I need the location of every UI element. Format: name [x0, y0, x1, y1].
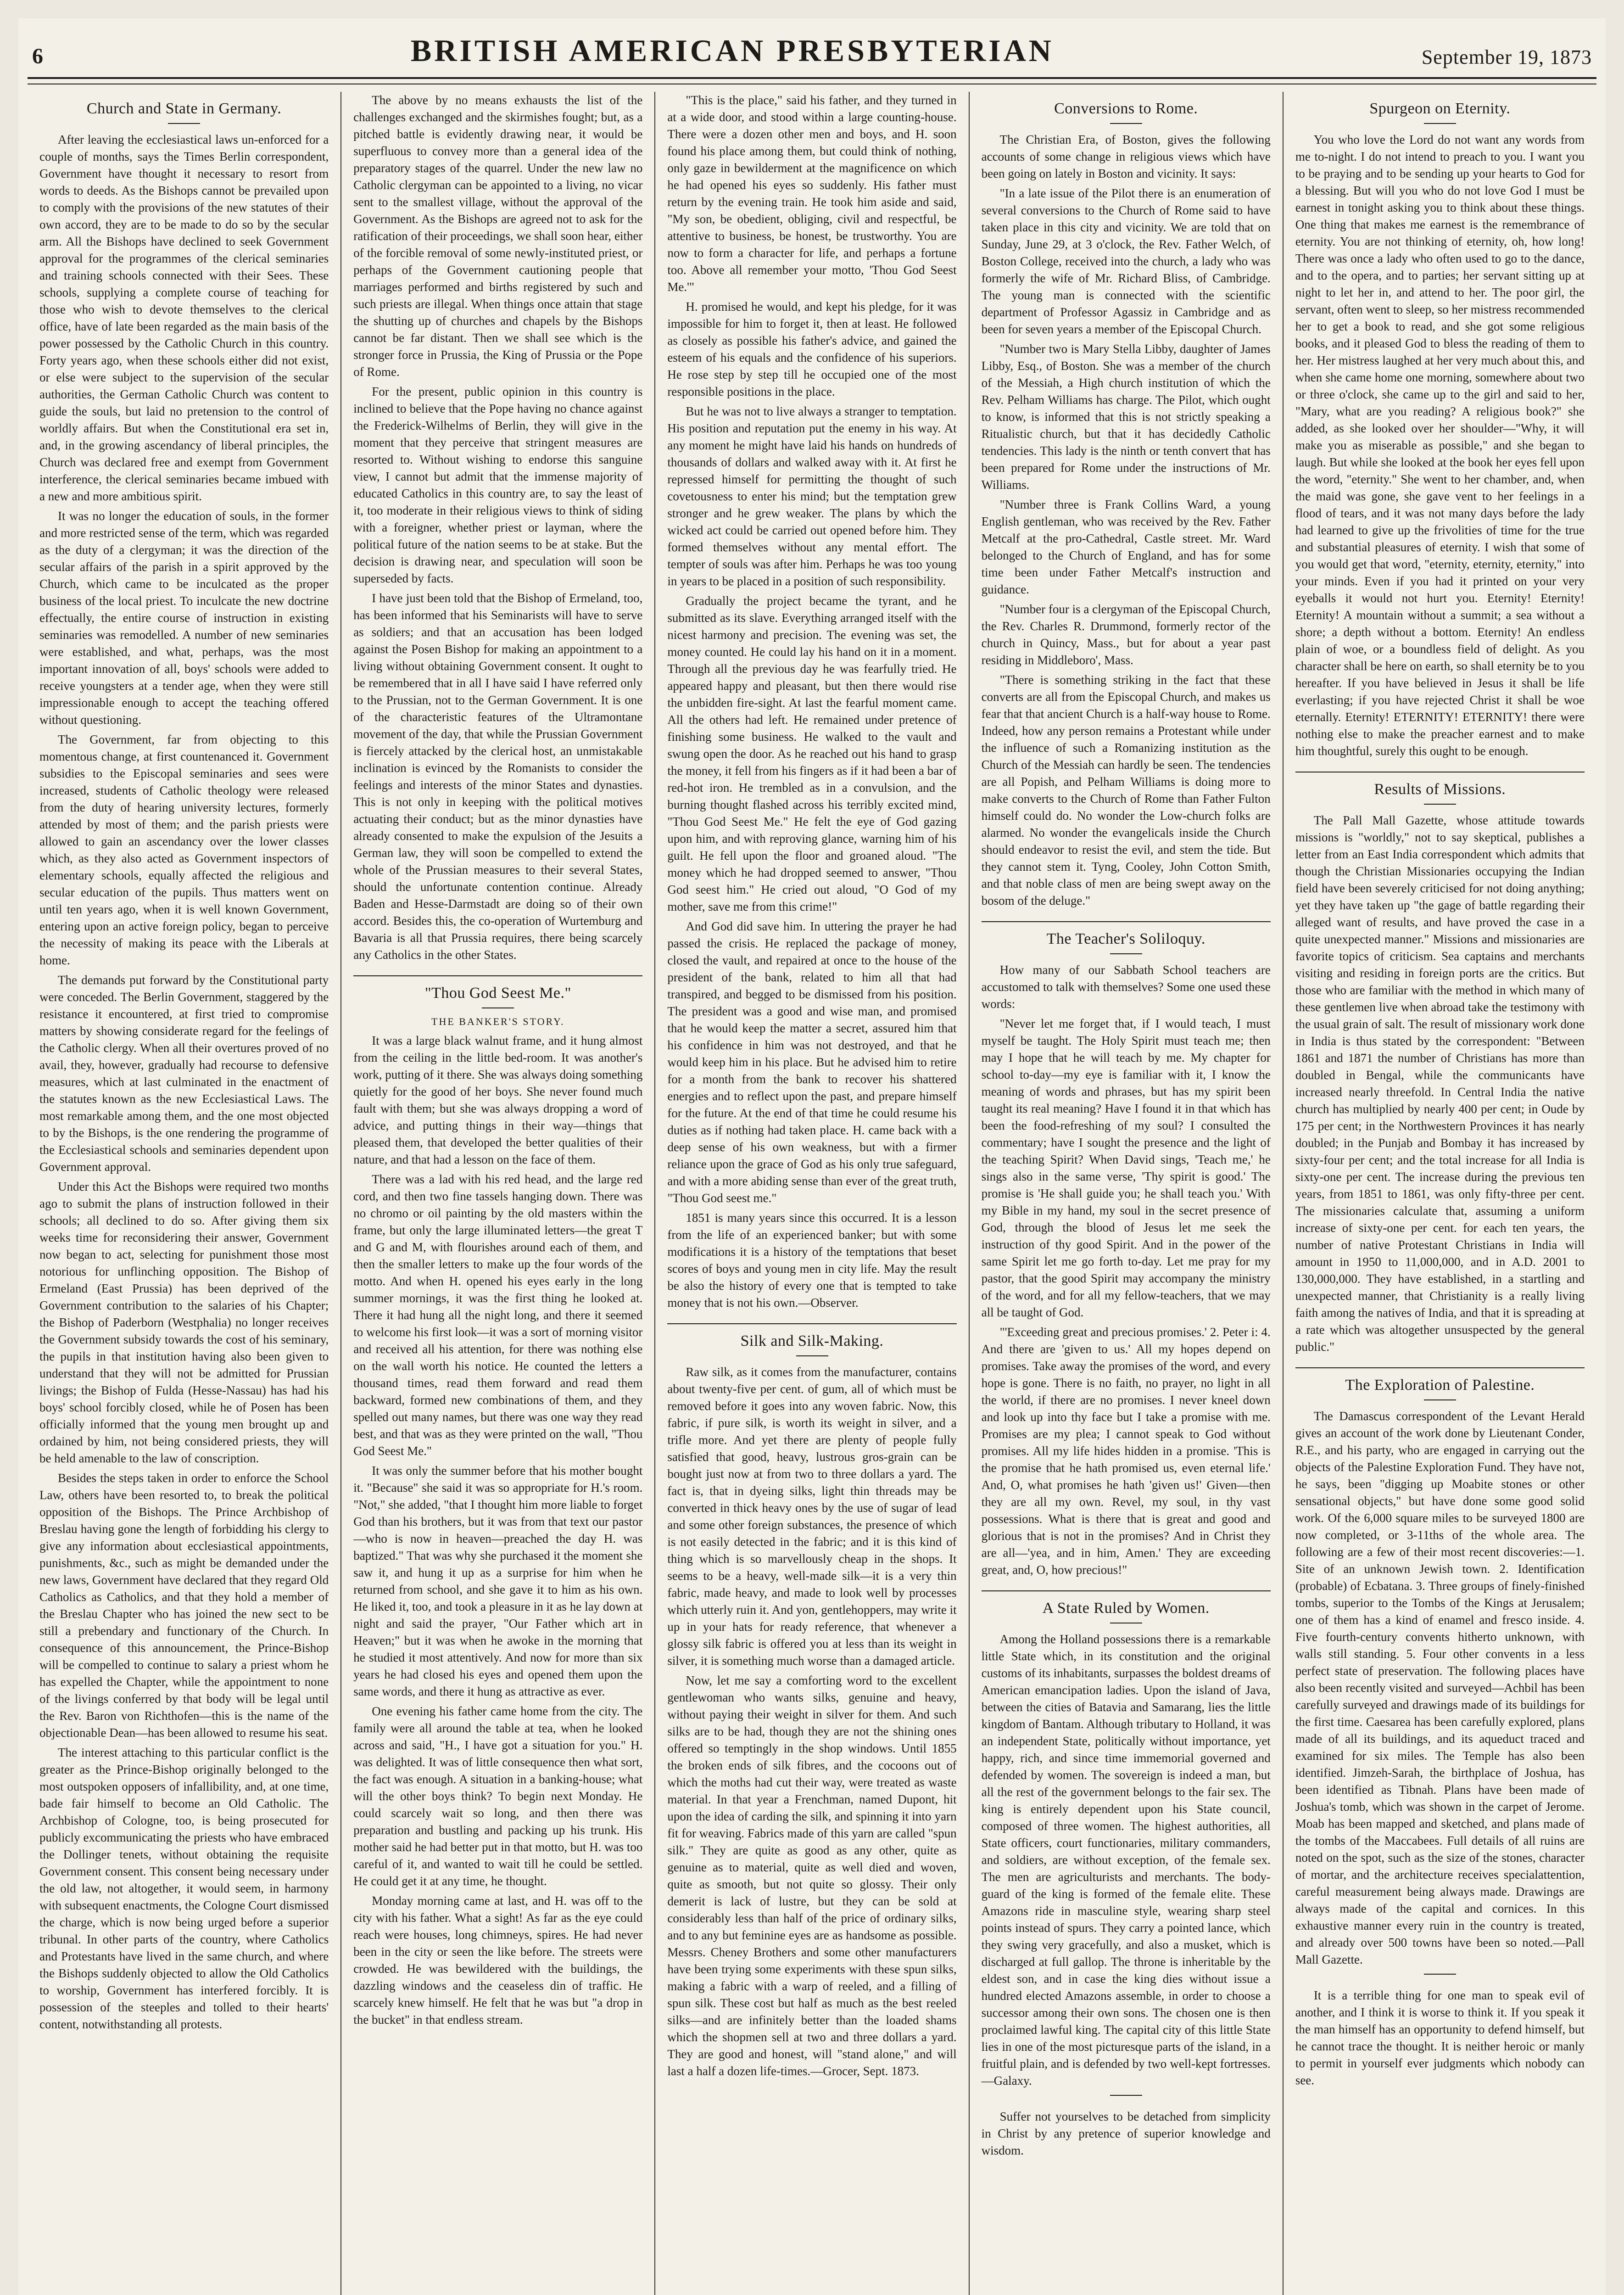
column-rule — [982, 1590, 1271, 1591]
article-paragraph: It was no longer the education of souls, in the former and more restricted sense of the term, which was regarded as the duty of a clergyman; it was the direction of the secular affairs of the parish in a spirit approved by the Church, which came to be inculcated as the proper business of the local priest. To inculcate the new doctrine effectually, the entire course of instruction in existing seminaries was remodelled. A number of new seminaries were established, and what, perhaps, was the most important innovation of all, boys' schools were added to receive youngsters at a tender age, when they were still impressionable enough to accept the teaching offered without questioning. — [39, 509, 329, 727]
article-paragraph: H. promised he would, and kept his pledge, for it was impossible for him to forget it, then at least. He followed as closely as possible his father's advice, and gained the esteem of his equals and the confidence of his superiors. He rose step by step till he occupied one of the most responsible positions in the place. — [667, 300, 957, 398]
column-rule — [667, 1323, 956, 1324]
article-paragraph: You who love the Lord do not want any words from me to-night. I do not intend to preach to you. I want you to be praying and to be sending up your hearts to God for a blessing. But will you who do not love God I must be earnest in tonight asking you to think about these things. One thing that makes me earnest is the remembrance of eternity. You are not thinking of eternity, oh, how long! There was once a lady who often used to go to the dance, and to the opera, and to parties; her servant sitting up at night to let her in, and attend to her. The poor girl, the servant, often went to sleep, so her mistress recommended her to get a book to read, and she got some religious books, and it pleased God to bless the reading of them to her. Her mistress laughed at her very much about this, and when she came home one morning, somewhere about two or three o'clock, she came up to the girl and said to her, "Mary, what are you reading? A religious book?" she added, as she looked over her shoulder—"Why, it will make you as miserable as possible," and she began to laugh. But while she looked at the book her eyes fell upon the word, "eternity." She went to her chamber, and, when the maid was gone, she gave vent to her feelings in a flood of tears, and it was not many days before the lady had learned to give up the frivolities of time for the true and substantial pleasures of eternity. I wish that some of you would get that word, "eternity, eternity, eternity," into your minds. Even if you had it printed on your very eyeballs it would not hurt you. Eternity! Eternity! Eternity! A mountain without a summit; a sea without a shore; a depth without a bottom. Eternity! An endless plain of woe, or a boundless field of delight. As you character shall be here on earth, so shall eternity be to you hereafter. If you have believed in Jesus it shall be life everlasting; if you have rejected Christ it shall be woe eternally. Eternity! ETERNITY! ETERNITY! there were nothing else to make the preacher earnest and to make him thoughtful, surely this ought to be enough. — [1295, 133, 1585, 758]
heading-dash — [1110, 123, 1142, 124]
closing-note: It is a terrible thing for one man to speak evil of another, and I think it is worse to think it. If you speak it the man himself has an opportunity to defend himself, but he cannot trace the thought. It is neither heroic or manly to permit in yourself ever judgments which nobody can see. — [1295, 1988, 1585, 2087]
column-1 — [28, 92, 341, 2295]
article-paragraph: "Never let me forget that, if I would teach, I must myself be taught. The Holy Spirit must teach me; then may I hope that he will teach by me. My chapter for school to-day—my eye is familiar with it, I know the meaning of words and phrases, but has my spirit been taught its real meaning? Have I found it in that which has been the food-refreshing of my soul? I consulted the commentary; have I sought the presence and the light of the teaching Spirit? When David sings, 'Teach me,' he sings also in the same verse, 'Thy spirit is good.' The promise is 'He shall guide you; he shall teach you.' With my Bible in my hand, my soul in the secret presence of God, through the blood of Jesus let me seek the instruction of thy good Spirit. And in the power of the same Spirit let me go forth to-day. Let me pray for my pastor, that the good Spirit may accompany the ministry of the word, and for all my fellow-teachers, that we may all be taught of God. — [981, 1017, 1271, 1319]
masthead-rule — [28, 77, 1596, 84]
article-paragraph: "Number three is Frank Collins Ward, a young English gentleman, who was received by the Rev. Father Metcalf at the pro-Cathedral, Castle street. Mr. Ward belonged to the Church of England, and has for some time been under Father Metcalf's instruction and guidance. — [981, 498, 1271, 596]
article-paragraph: After leaving the ecclesiastical laws un-enforced for a couple of months, says the Times Berlin correspondent, Government have thought it necessary to resort from words to deeds. As the Bishops cannot be prevailed upon to comply with the provisions of the new statutes of their own accord, they are to be made to do so by the secular arm. All the Bishops have declined to seek Government approval for the programmes of the clerical seminaries and training schools connected with their Sees. These schools, supplying a complete course of teaching for those who wish to devote themselves to the clerical office, have of late been regarded as the main basis of the power possessed by the Catholic Church in this country. Forty years ago, when these schools either did not exist, or else were subject to the supervision of the secular authorities, the German Catholic Church was content to guide the souls, but laid no pretension to the control of worldly affairs. But when the Constitutional era set in, and, in the growing ascendancy of liberal principles, the Church was declared free and exempt from Government interference, the clerical seminaries became imbued with a new and more ambitious spirit. — [39, 133, 329, 503]
article-heading: Church and State in Germany. — [86, 100, 282, 117]
section-dash — [1424, 1974, 1456, 1975]
article-heading: Conversions to Rome. — [1054, 100, 1198, 117]
article-heading: The Teacher's Soliloquy. — [1046, 930, 1205, 947]
article-heading: Results of Missions. — [1374, 781, 1506, 798]
column-4 — [970, 92, 1284, 2295]
article-paragraph: It was only the summer before that his mother bought it. "Because" she said it was so appropriate for H.'s room. "Not," she added, "that I thought him more liable to forget God than his brothers, but it was from that text our pastor—who is now in heaven—preached the day H. was baptized." That was why she purchased it the moment she saw it, and hung it up as a surprise for him when he returned from school, and she gave it to him as his own. He liked it, too, and took a pleasure in it as he lay down at night and said the prayer, "Our Father which art in Heaven;" but it was when he awoke in the morning that he studied it most attentively. And now for more than six years he had closed his eyes and opened them upon the same words, and there it hung as attractive as ever. — [353, 1464, 643, 1698]
heading-dash — [796, 1355, 828, 1356]
article-paragraph: "There is something striking in the fact that these converts are all from the Episcopal Church, and makes us fear that that ancient Church is a half-way house to Rome. Indeed, how any person remains a Protestant while under the influence of such a Romanizing institution as the Church of the Messiah can hardly be seen. The tendencies are all Popish, and Pelham Williams is doing more to make converts to the Church of Rome than Father Fulton himself could do. No wonder the Low-church folks are alarmed. No wonder the evangelicals inside the Church should endeavor to resist the evil, and stem the tide. But they cannot stem it. Tyng, Cooley, John Cotton Smith, and that noble class of men are being swept away on the bosom of the deluge." — [981, 673, 1271, 907]
article-paragraph: Under this Act the Bishops were required two months ago to submit the plans of instruction followed in their schools; all declined to do so. After giving them six weeks time for reconsidering their answer, Government now began to act, selecting for punishment those most notorious for unflinching opposition. The Bishop of Ermeland (East Prussia) has been deprived of the Government contribution to the salaries of his Chapter; the Bishop of Paderborn (Westphalia) no longer receives the Government subsidy towards the cost of his seminary, the pupils in that institution having also been given to understand that they will not be admitted for Prussian livings; the Bishop of Fulda (Hesse-Nassau) has had his boys' school forcibly closed, while he of Posen has been officially informed that the young men brought up and ordained by him, not being considered priests, they will be held amenable to the law of conscription. — [39, 1180, 329, 1465]
article-paragraph: There was a lad with his red head, and the large red cord, and then two fine tassels hanging down. There was no chromo or oil painting by the old masters within the frame, but only the large illuminated letters—the great T and G and M, with flourishes around each of them, and then the smaller letters to make up the four words of the motto. And when H. opened his eyes early in the long summer mornings, it was the first thing he looked at. There it had hung all the night long, and there it seemed to welcome his first look—it was a sort of morning visitor and received all his attention, for there was nothing else on the wall worth his notice. He counted the letters a thousand times, read them forward and read them backward, formed new combinations of them, and they spelled out many names, but there was one way they read best, and that was as they were printed on the wall, "Thou God Seest Me." — [353, 1172, 643, 1458]
article-paragraph: 1851 is many years since this occurred. It is a lesson from the life of an experienced banker; but with some modifications it is a history of the temptations that beset scores of boys and young men in city life. May the result be also the history of every one that is tempted to take money that is not his own.—Observer. — [667, 1211, 957, 1310]
article-paragraph: And God did save him. In uttering the prayer he had passed the crisis. He replaced the package of money, closed the vault, and repaired at once to the house of the president of the bank, related to him all that had transpired, and begged to be dismissed from his position. The president was a good and wise man, and promised that he would keep the matter a secret, assured him that his confidence in him was not destroyed, and that he would keep him in his place. But he advised him to retire for a month from the bank to recover his shattered energies and to reflect upon the past, and prepare himself for the future. At the end of that time he could resume his duties as if nothing had taken place. H. came back with a deep sense of his own weakness, but with a firmer reliance upon the grace of God as his only true safeguard, and with a more abiding sense than ever of the great truth, "Thou God seest me." — [667, 919, 957, 1205]
issue-date: September 19, 1873 — [1421, 46, 1592, 68]
newspaper-page — [18, 18, 1606, 2295]
article-paragraph: Besides the steps taken in order to enforce the School Law, others have been resorted to, to break the political opposition of the Bishops. The Prince Archbishop of Breslau having gone the length of forbidding his clergy to give any information about ecclesiastical appointments, punishments, &c., such as might be demanded under the new laws, Government have declared that they regard Old Catholics as Catholics, and that they hold a member of the Breslau Chapter who has joined the new sect to be still a prebendary and functionary of the Church. In consequence of this announcement, the Prince-Bishop will be compelled to continue to salary a priest whom he has expelled the Chapter, while the appointment to none of the livings conferred by that body will be legal until the Rev. Baron von Richthofen—this is the name of the objectionable Dean—has been allowed to resume his seat. — [39, 1471, 329, 1740]
article-paragraph: How many of our Sabbath School teachers are accustomed to talk with themselves? Some one used these words: — [981, 963, 1271, 1011]
article-paragraph: Now, let me say a comforting word to the excellent gentlewoman who wants silks, genuine and heavy, without paying their weight in silver for them. And such silks are to be had, though they are not the shining ones offered so temptingly in the shop windows. Until 1855 the broken ends of silk fibres, and the cocoons out of which the moths had cut their way, were treated as waste material. In that year a Frenchman, named Dupont, hit upon the idea of carding the silk, and spinning it into yarn fit for weaving. Fabrics made of this yarn are called "spun silk." They are quite as good as any other, quite as genuine as to material, quite as well died and woven, quite as smooth, but not quite so glossy. Their only demerit is lack of lustre, but they can be sold at considerably less than half of the price of ordinary silks, and to any but feminine eyes are as handsome as possible. Messrs. Cheney Brothers and some other manufacturers have been trying some experiments with these spun silks, making a fabric with a warp of reeled, and a filling of spun silk. These cost but half as much as the best reeled silks—and are infinitely better than the loaded shams which the shopmen sell at two and three dollars a yard. They are good and honest, will "stand alone," and will last a half a dozen life-times.—Grocer, Sept. 1873. — [667, 1674, 957, 2078]
article-paragraph: "This is the place," said his father, and they turned in at a wide door, and stood within a large counting-house. There were a dozen other men and boys, and H. soon found his place among them, but could think of nothing, only gaze in bewilderment at the magnificence on which he had opened his eyes so suddenly. His father must return by the evening train. He took him aside and said, "My son, be obedient, obliging, civil and respectful, be attentive to business, be honest, be trustworthy. You are now to form a character for life, and perhaps a fortune too. Above all remember your motto, 'Thou God Seest Me.'" — [667, 93, 957, 294]
article-paragraph: Monday morning came at last, and H. was off to the city with his father. What a sight! As far as the eye could reach were houses, long chimneys, spires. He had never been in the city or seen the like before. The streets were crowded. He was bewildered with the buildings, the dazzling windows and the ceaseless din of traffic. He scarcely knew himself. He felt that he was but "a drop in the bucket" in that endless stream. — [353, 1894, 643, 2026]
columns — [28, 92, 1596, 2295]
column-rule — [353, 975, 642, 976]
article-heading: Silk and Silk-Making. — [740, 1332, 884, 1349]
article-paragraph: The demands put forward by the Constitutional party were conceded. The Berlin Government, staggered by the resistance it encountered, at first tried to compromise matters by showing considerate regard for the feelings of the Catholic clergy. When all their overtures proved of no avail, they, however, gradually had recourse to defensive measures, which at last culminated in the enactment of the statutes known as the new Ecclesiastical Laws. The most remarkable among them, and the one most objected to by the Bishops, is the one rendering the programme of the Ecclesiastical schools and seminaries dependent upon Government approval. — [39, 973, 329, 1174]
article-paragraph: The Damascus correspondent of the Levant Herald gives an account of the work done by Lieutenant Conder, R.E., and his party, who are engaged in carrying out the objects of the Palestine Exploration Fund. They have not, he says, been "digging up Moabite stones or other sensational objects," but have done some good solid work. Of the 6,000 square miles to be surveyed 1800 are now completed, or 3-11ths of the whole area. The following are a few of their most recent discoveries:—1. Site of an unknown Jewish town. 2. Identification (probable) of Ecbatana. 3. Three groups of finely-finished tombs, superior to the Tombs of the Kings at Jerusalem; one of them has a kind of enamel and fresco inside. 4. Five fourth-century convents hitherto unknown, with walls still standing. 5. Four other convents in a less perfect state of preservation. The following places have also been recently visited and surveyed—Achbil has been carefully surveyed and drawings made of its buildings for the first time. Caesarea has been carefully explored, plans made of all its buildings, and its aqueduct traced and examined for six miles. The Temple has also been identified. Jimzeh-Sarah, the birthplace of Joshua, has been identified as Tibnah. Plans have been made of Joshua's tomb, which was shown in the carpet of Jerome. Moab has been mapped and sketched, and plans made of the tombs of the Maccabees. Full details of all ruins are noted on the spot, such as the size of the stones, character of mortar, and the architecture receives specialattention, careful measurement being always made. Drawings are always made of the capital and cornices. In this exhaustive manner every ruin in the country is treated, and already over 500 towns have been so noted.—Pall Mall Gazette. — [1295, 1409, 1585, 1966]
article-paragraph: "In a late issue of the Pilot there is an enumeration of several conversions to the Church of Rome said to have taken place in this city and vicinity. We are told that on Sunday, June 29, at 3 o'clock, the Rev. Father Welch, of Boston College, received into the church, a lady who was formerly the wife of Mr. Richard Bliss, of Cambridge. The young man is connected with the scientific department of Professor Agassiz in Cambridge and as been for seven years a member of the Episcopal Church. — [981, 186, 1271, 336]
column-rule — [982, 921, 1271, 922]
newspaper-title: BRITISH AMERICAN PRESBYTERIAN — [410, 33, 1054, 68]
column-3 — [655, 92, 969, 2295]
column-rule — [1295, 1367, 1585, 1368]
masthead — [18, 18, 1606, 73]
article-paragraph: Among the Holland possessions there is a remarkable little State which, in its constitution and the original customs of its inhabitants, surpasses the boldest dreams of American emancipation ladies. Upon the island of Java, between the cities of Batavia and Samarang, lies the little kingdom of Bantam. Although tributary to Holland, it was an independent State, politically without importance, yet happy, rich, and since time immemorial governed and defended by women. The sovereign is indeed a man, but all the rest of the government belongs to the fair sex. The king is entirely dependent upon his State council, composed of three women. The highest authorities, all State officers, court functionaries, military commanders, and soldiers, are without exception, of the female sex. The men are agriculturists and merchants. The body-guard of the king is formed of the female elite. These Amazons ride in masculine style, wearing sharp steel points instead of spurs. They carry a pointed lance, which they swing very gracefully, and also a musket, which is discharged at full gallop. The throne is inheritable by the eldest son, and in case the king dies without issue a hundred elected Amazons assemble, in order to choose a successor among their own sons. The chosen one is then proclaimed lawful king. The capital city of this little State lies in one of the most picturesque parts of the island, in a fruitful plain, and is defended by two well-kept fortresses.—Galaxy. — [981, 1632, 1271, 2088]
article-paragraph: The above by no means exhausts the list of the challenges exchanged and the skirmishes fought; but, as a pitched battle is evidently drawing near, it would be superfluous to convey more than a general idea of the preparatory stages of the quarrel. Under the new law no Catholic clergyman can be appointed to a living, no vicar sent to the smallest village, without the approval of the Government. As the Bishops are agreed not to ask for the ratification of their proceedings, we shall soon hear, either of the forcible removal of some newly-instituted priest, or perhaps of the Government cautioning people that marriages performed and births registered by such and such priests are illegal. When things once attain that stage the shutting up of churches and chapels by the Bishops cannot be far distant. Then we shall see which is the stronger force in Prussia, the King of Prussia or the Pope of Rome. — [353, 93, 643, 379]
column-5 — [1284, 92, 1596, 2295]
heading-dash — [1424, 123, 1456, 124]
article-heading: The Exploration of Palestine. — [1345, 1377, 1535, 1394]
article-paragraph: It was a large black walnut frame, and it hung almost from the ceiling in the little bed-room. It was another's work, putting of it there. She was always doing something quietly for the good of her boys. She never found much fault with them; but she was always dropping a word of advice, and putting things in their way—things that pleased them, that developed the better qualities of their nature, and that had a lesson on the face of them. — [353, 1034, 643, 1166]
article-heading: "Thou God Seest Me." — [424, 985, 571, 1002]
page-number: 6 — [32, 44, 43, 68]
heading-dash — [1424, 1399, 1456, 1400]
article-paragraph: I have just been told that the Bishop of Ermeland, too, has been informed that his Seminarists will have to serve as soldiers; and that an accusation has been lodged against the Posen Bishop for making an appointment to a living without obtaining Government consent. It ought to be remembered that in all I have said I have referred only to the Prussian, not to the German Government. It is one of the characteristic features of the Ultramontane movement of the day, that while the Prussian Government is fiercely attacked by the clerical host, an unmistakable inclination is evinced by the Romanists to consider the feelings and interests of the minor States and dynasties. This is not only in keeping with the political motives actuating their conduct; but as the minor dynasties have already consented to make the expulsion of the Jesuits a German law, they will soon be compelled to extend the whole of the Prussian measures to their several States, should the unfortunate contention continue. Already Baden and Hesse-Darmstadt are doing so of their own accord. Besides this, the co-operation of Wurtemburg and Bavaria is all that Prussia requires, there being scarcely any Catholics in the other States. — [353, 591, 643, 962]
article-paragraph: The interest attaching to this particular conflict is the greater as the Prince-Bishop originally belonged to the most outspoken opposers of infallibility, and, at one time, bade fair himself to become an Old Catholic. The Archbishop of Cologne, too, is being prosecuted for publicly excommunicating the priests who have embraced the Dollinger tenets, without obtaining the requisite Government consent. This consent being necessary under the old law, not altogether, it would seem, in harmony with subsequent enactments, the Cologne Court dismissed the charge, which is now being urged before a superior tribunal. In other parts of the country, where Catholics and Protestants have lived in the same church, and where the Bishops suddenly objected to allow the Old Catholics to worship, Government has interfered forcibly. It is possession of the steeples and tolled to their hearts' content, notwithstanding all protests. — [39, 1746, 329, 2031]
article-paragraph: Gradually the project became the tyrant, and he submitted as its slave. Everything arranged itself with the nicest harmony and precision. The evening was set, the money counted. He could lay his hand on it in a moment. Through all the previous day he was fearfully tried. He appeared happy and pleasant, but then there would rise the unbidden fire-sight. At last the fearful moment came. All the others had left. He remained under pretence of finishing some business. He walked to the vault and swung open the door. As he reached out his hand to grasp the money, it fell from his fingers as if it had been a bar of red-hot iron. He trembled as in a convulsion, and the burning thought flashed across his terribly excited mind, "Thou God Seest Me." He felt the eye of God gazing upon him, and with reproving glance, warning him of his guilt. He fell upon the floor and groaned aloud. "The money which he had dropped seemed to answer, "Thou God seest him." He cried out aloud, "O God of my mother, save me from this crime!" — [667, 594, 957, 913]
article-paragraph: The Pall Mall Gazette, whose attitude towards missions is "worldly," not to say skeptical, publishes a letter from an East India correspondent which admits that though the Christian Missionaries occupying the Indian field have been severely criticised for not doing anything; yet they have taken up "the gage of battle regarding their alleged want of results, and have proved the case in a quite unexpected manner." Missions and missionaries are favorite topics of criticism. Sea captains and merchants visiting and residing in foreign ports are the critics. But those who are familiar with the method in which many of these gentlemen live when abroad take the testimony with the usual grain of salt. The result of missionary work done in India is thus stated by the correspondent: "Between 1861 and 1871 the number of Christians has more than doubled in Bengal, while the communicants have increased nearly threefold. In Central India the native church has multiplied by nearly 400 per cent; in Oude by 175 per cent; in the Northwestern Provinces it has nearly doubled; in the Punjab and Bombay it has increased by sixty-four per cent; and the total increase for all India is sixty-one per cent. The increase during the previous ten years, from 1851 to 1861, was only fifty-three per cent. The missionaries calculate that, assuming a uniform increase of sixty-one per cent. for each ten years, the number of native Protestant Christians in India will amount in 1950 to 11,000,000, and in A.D. 2001 to 130,000,000. They have established, in a startling and unexpected manner, that Christianity is a really living faith among the natives of India, and that it is spreading at a rate which was altogether unsuspected by the general public." — [1295, 813, 1585, 1354]
heading-dash — [168, 123, 200, 124]
article-paragraph: "Number four is a clergyman of the Episcopal Church, the Rev. Charles R. Drummond, formerly rector of the church in Quincy, Mass., but for about a year past residing in Middleboro', Mass. — [981, 602, 1271, 667]
article-paragraph: For the present, public opinion in this country is inclined to believe that the Pope having no chance against the Frederick-Wilhelms of Berlin, they will give in the moment that they perceive that stringent measures are resorted to. Without wishing to endorse this sanguine view, I cannot but admit that the immense majority of educated Catholics in this country are, to say the least of it, too moderate in their religious views to think of siding with a foreigner, whether priest or layman, where the political future of the nation seems to be at stake. But the decision is drawing near, and speculation will soon be superseded by facts. — [353, 385, 643, 585]
column-2 — [341, 92, 655, 2295]
heading-dash — [1424, 804, 1456, 805]
heading-dash — [1110, 953, 1142, 954]
article-heading: A State Ruled by Women. — [1042, 1600, 1210, 1617]
section-dash — [1110, 2095, 1142, 2096]
article-paragraph: The Christian Era, of Boston, gives the following accounts of some change in religious views which have been going on lately in Boston and vicinity. It says: — [981, 133, 1271, 180]
closing-note: Suffer not yourselves to be detached from simplicity in Christ by any pretence of superior knowledge and wisdom. — [981, 2110, 1271, 2157]
article-paragraph: One evening his father came home from the city. The family were all around the table at tea, when he looked across and said, "H., I have got a situation for you." H. was delighted. It was of little consequence then what sort, the fact was enough. A situation in a banking-house; what will the other boys think? To begin next Monday. He could scarcely wait so long, and then there was preparation and bustling and packing up his trunk. His mother said he had better put in that motto, but H. was too careful of it, and wanted to wait till he could be settled. He could get it at any time, he thought. — [353, 1704, 643, 1888]
article-paragraph: The Government, far from objecting to this momentous change, at first countenanced it. Government subsidies to the Episcopal seminaries and sees were increased, students of Catholic theology were released from the duty of hearing university lectures, formerly attended by most of them; and the parish priests were allowed to gain an ascendancy over the lower classes which, as they also acted as Government inspectors of elementary schools, equally affected the religious and secular education of the pupils. Thus matters went on until ten years ago, when it is well known Government, entering upon an active foreign policy, began to perceive the necessity of making its peace with the Liberals at home. — [39, 733, 329, 967]
article-heading: Spurgeon on Eternity. — [1369, 100, 1511, 117]
article-paragraph: "'Exceeding great and precious promises.' 2. Peter i: 4. And there are 'given to us.' All my hopes depend on promises. Take away the promises of the word, and every hope is gone. There is no faith, no prayer, no light in all the world, if there are no promises. I never kneel down and look up into thy face but I take a promise with me. Promises are my plea; I cannot speak to God without promises. All my life hides hidden in a promise. 'This is the promise that he hath promised us, even eternal life.' And, O, what promises he hath 'given us!' Given—then they are all my own. Revel, my soul, in thy vast possessions. What is there that is great and good and glorious that is not in the promises? And in Christ they are all—'yea, and in him, Amen.' They are exceeding great, and, O, how precious!" — [981, 1325, 1271, 1577]
article-subheading: THE BANKER'S STORY. — [431, 1016, 565, 1027]
article-paragraph: "Number two is Mary Stella Libby, daughter of James Libby, Esq., of Boston. She was a member of the church of the Messiah, a High church institution of which the Rev. Pelham Williams has charge. The Pilot, which ought to know, is informed that this is not strictly speaking a Ritualistic church, but that it has decidedly Catholic tendencies. This lady is the ninth or tenth convert that has been prepared for Rome under the instructions of Mr. Williams. — [981, 342, 1271, 492]
article-paragraph: Raw silk, as it comes from the manufacturer, contains about twenty-five per cent. of gum, all of which must be removed before it goes into any woven fabric. Now, this fabric, if pure silk, is worth its weight in silver, and a trifle more. And yet there are plenty of people fully satisfied that good, heavy, lustrous gros-grain can be bought just now at from two to three dollars a yard. The fact is, that in dyeing silks, light thin threads may be converted in thick heavy ones by the use of sugar of lead and some other foreign substances, the presence of which is not easily detected in the fabric; and it is this kind of thing which is so marvellously cheap in the shops. It seems to be a heavy, well-made silk—it is a very thin fabric, made heavy, and made to look well by processes which utterly ruin it. And yon, gentlehoppers, may write it up in your hats for ready reference, that whenever a glossy silk fabric is offered you at less than its weight in silver, it is something much worse than a damaged article. — [667, 1365, 957, 1668]
article-paragraph: But he was not to live always a stranger to temptation. His position and reputation put the enemy in his way. At any moment he might have laid his hands on hundreds of thousands of dollars and walked away with it. At first he repressed himself for permitting the thought of such covetousness to enter his mind; but the temptation grew stronger and he grew weaker. The plans by which the wicked act could be carried out opened before him. They formed themselves without any mental effort. The tempter of souls was after him. Perhaps he was too young in years to be placed in a position of such responsibility. — [667, 404, 957, 588]
